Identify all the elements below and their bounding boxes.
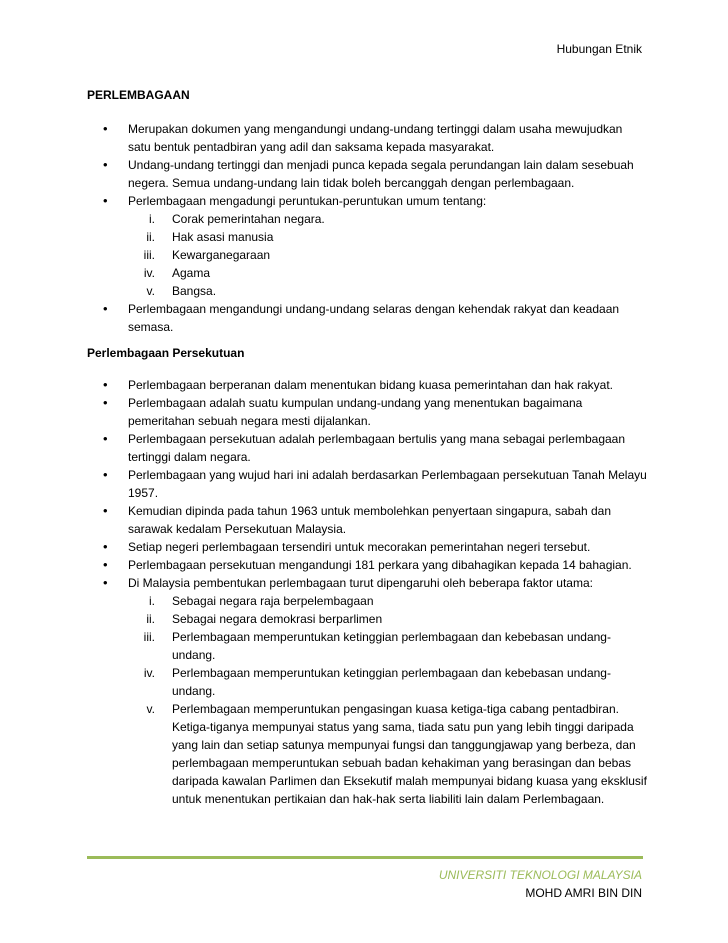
sublist-text: Corak pemerintahan negara. [172,212,325,226]
list-item [87,430,647,466]
bullet-icon: • [103,575,108,590]
sublist-text: Bangsa. [172,284,217,298]
list-item-text: Setiap negeri perlembagaan tersendiri untuk mecorakan pemerintahan negeri tersebut. [128,540,591,554]
sublist-number: ii. [146,612,155,626]
bullet-icon: • [103,557,108,572]
list-item [87,574,647,808]
bullet-list-persekutuan [87,376,647,808]
roman-sublist [128,592,647,808]
sublist-number: i. [149,212,155,226]
sublist-number: iv. [143,266,155,280]
list-item-text: Perlembagaan persekutuan mengandungi 181 perkara yang dibahagikan kepada 14 bahagian. [128,558,632,572]
sublist-item [128,592,647,610]
list-item [87,120,647,156]
footer-author: MOHD AMRI BIN DIN [525,886,642,900]
list-item [87,156,647,192]
list-item [87,192,647,300]
sublist-item [128,210,647,228]
list-item [87,538,647,556]
bullet-icon: • [103,193,108,208]
sublist-number: v. [146,702,155,716]
list-item-text: Undang-undang tertinggi dan menjadi punca kepada segala perundangan lain dalam sesebuah negera. Semua undang-undang lain tidak boleh bercanggah dengan perlembagaan. [128,158,634,190]
list-item-text: Perlembagaan adalah suatu kumpulan undang-undang yang menentukan bagaimana pemeritahan sebuah negara mesti dijalankan. [128,396,583,428]
footer-divider [87,856,643,859]
page-content [87,80,647,816]
sublist-number: i. [149,594,155,608]
sublist-item [128,700,647,808]
list-item-text: Merupakan dokumen yang mengandungi undang-undang tertinggi dalam usaha mewujudkan satu bentuk pentadbiran yang adil dan saksama kepada masyarakat. [128,122,623,154]
sublist-number: iii. [143,248,155,262]
list-item [87,300,647,336]
sublist-item [128,664,647,700]
sublist-item [128,246,647,264]
section-heading-persekutuan: Perlembagaan Persekutuan [87,346,245,360]
sublist-text: Hak asasi manusia [172,230,274,244]
sublist-item [128,282,647,300]
list-item-text: Kemudian dipinda pada tahun 1963 untuk membolehkan penyertaan singapura, sabah dan sarawak kedalam Persekutuan Malaysia. [128,504,612,536]
list-item [87,376,647,394]
bullet-icon: • [103,395,108,410]
sublist-item [128,628,647,664]
running-header: Hubungan Etnik [556,42,642,56]
list-item-text: Di Malaysia pembentukan perlembagaan turut dipengaruhi oleh beberapa faktor utama: [128,576,593,590]
sublist-text: Sebagai negara demokrasi berparlimen [172,612,383,626]
sublist-text: Perlembagaan memperuntukan pengasingan kuasa ketiga-tiga cabang pentadbiran. Ketiga-tiganya mempunyai status yang sama, tiada satu pun yang lebih tinggi daripada yang lain dan setiap satunya mempunyai fungsi dan tanggungjawap yang berbeza, dan perlembagaan memperuntukan sebuah badan kehakiman yang berasingan dan bebas daripada kawalan Parlimen dan Eksekutif malah mempunyai bidang kuasa yang eksklusif untuk menentukan pertikaian dan hak-hak serta liabiliti lain dalam Perlembagaan. [172,702,647,806]
sublist-number: iv. [143,666,155,680]
sublist-item [128,264,647,282]
list-item-text: Perlembagaan mengadungi peruntukan-peruntukan umum tentang: [128,194,487,208]
bullet-icon: • [103,121,108,136]
sublist-text: Kewarganegaraan [172,248,271,262]
list-item [87,394,647,430]
sublist-item [128,610,647,628]
sublist-number: v. [146,284,155,298]
bullet-icon: • [103,539,108,554]
roman-sublist [128,210,647,300]
list-item-text: Perlembagaan berperanan dalam menentukan bidang kuasa pemerintahan dan hak rakyat. [128,378,613,392]
bullet-icon: • [103,431,108,446]
sublist-number: iii. [143,630,155,644]
sublist-text: Perlembagaan memperuntukan ketinggian perlembagaan dan kebebasan undang-undang. [172,666,611,698]
section-heading-perlembagaan: PERLEMBAGAAN [87,88,190,102]
list-item [87,466,647,502]
list-item-text: Perlembagaan mengandungi undang-undang selaras dengan kehendak rakyat dan keadaan semasa. [128,302,620,334]
bullet-icon: • [103,157,108,172]
sublist-number: ii. [146,230,155,244]
bullet-list-perlembagaan [87,120,647,336]
bullet-icon: • [103,503,108,518]
bullet-icon: • [103,301,108,316]
list-item-text: Perlembagaan yang wujud hari ini adalah berdasarkan Perlembagaan persekutuan Tanah Melayu 1957. [128,468,647,500]
sublist-text: Perlembagaan memperuntukan ketinggian perlembagaan dan kebebasan undang-undang. [172,630,611,662]
bullet-icon: • [103,467,108,482]
list-item [87,502,647,538]
sublist-text: Agama [172,266,211,280]
footer-university: UNIVERSITI TEKNOLOGI MALAYSIA [438,868,642,882]
bullet-icon: • [103,377,108,392]
sublist-text: Sebagai negara raja berpelembagaan [172,594,374,608]
list-item-text: Perlembagaan persekutuan adalah perlembagaan bertulis yang mana sebagai perlembagaan tertinggi dalam negara. [128,432,626,464]
sublist-item [128,228,647,246]
list-item [87,556,647,574]
